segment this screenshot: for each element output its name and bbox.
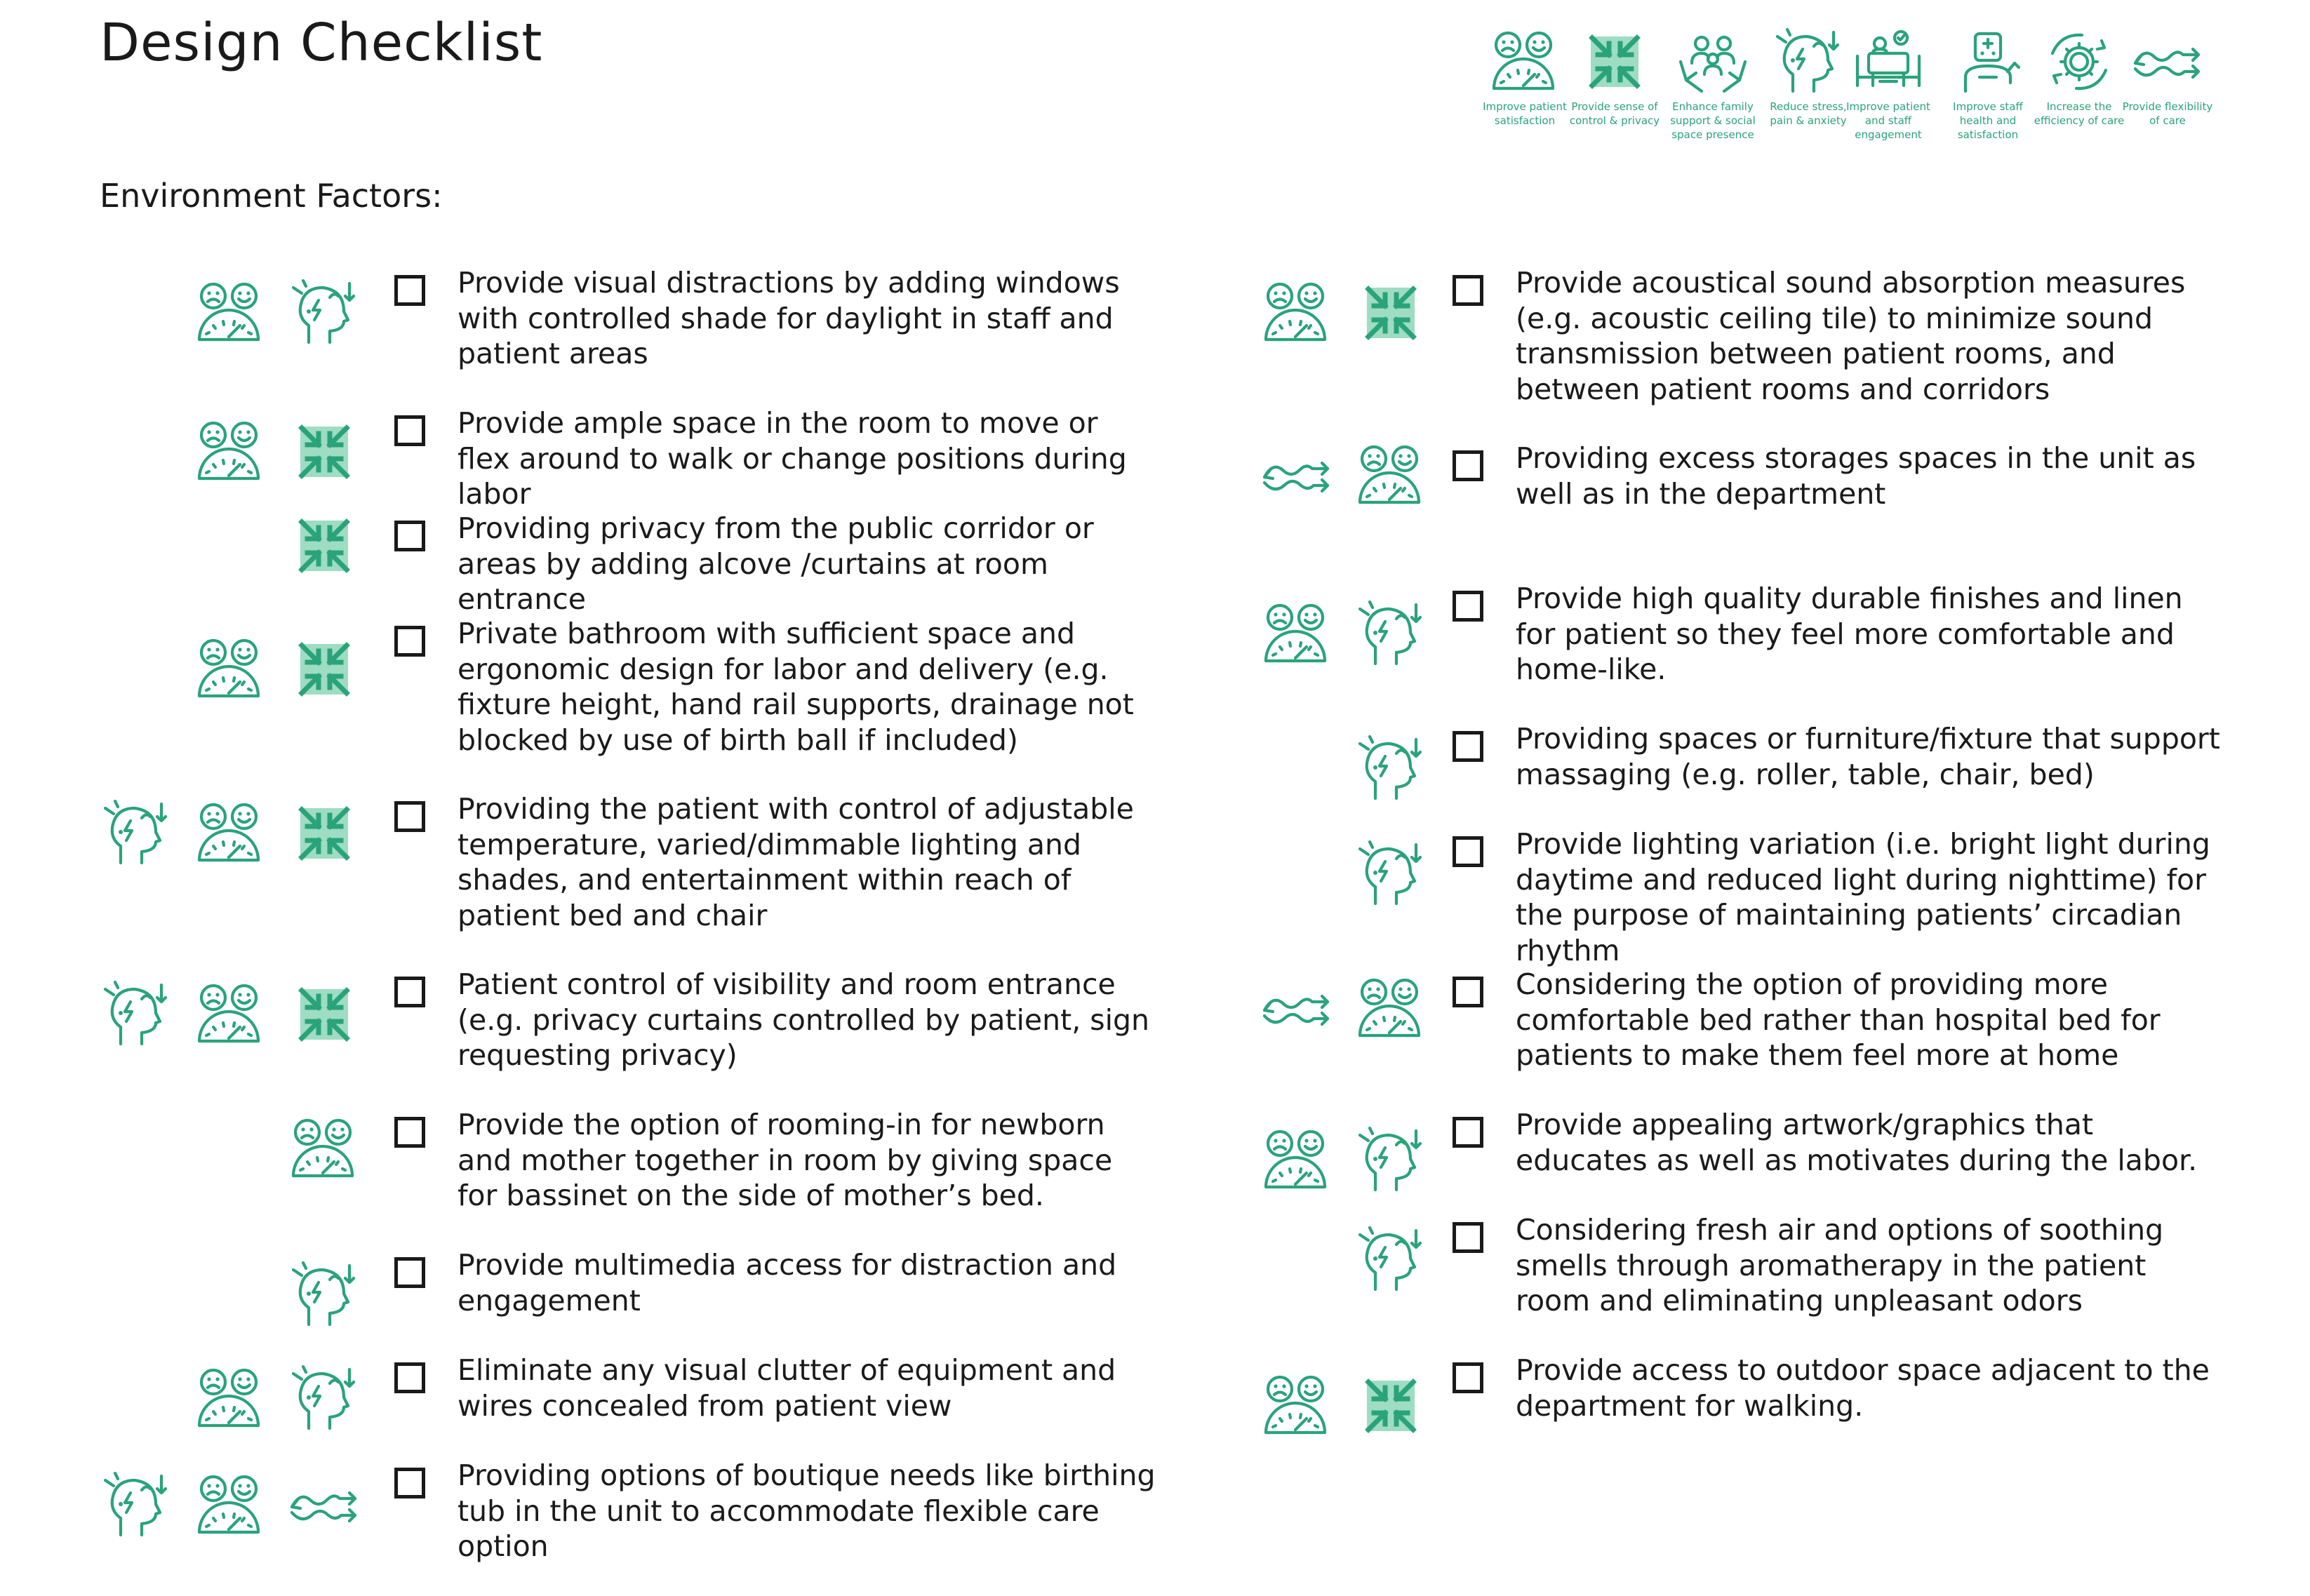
checkbox[interactable] [394, 626, 425, 657]
stress-head-icon [1354, 840, 1427, 908]
satisfaction-faces-icon [194, 800, 267, 867]
legend-label: Provide sense of control & privacy [1569, 100, 1660, 127]
stress-head-icon [100, 800, 173, 867]
satisfaction-faces-icon [194, 1472, 267, 1539]
legend-label: Reduce stress, pain & anxiety [1770, 100, 1847, 127]
checkbox[interactable] [1453, 836, 1483, 867]
satisfaction-faces-icon [288, 1115, 361, 1183]
satisfaction-faces-icon [194, 418, 267, 485]
checklist-item-text: Provide access to outdoor space adjacent to the department for walking. [1516, 1353, 2210, 1423]
satisfaction-faces-icon [194, 981, 267, 1048]
checkbox[interactable] [394, 801, 425, 832]
checklist-item-text: Provide multimedia access for distraction and engagement [458, 1248, 1117, 1317]
legend-item [1940, 28, 2036, 142]
satisfaction-faces-icon [194, 279, 267, 347]
checklist-item-text: Provide ample space in the room to move or flex around to walk or change positions during labor [458, 406, 1127, 511]
legend-item [2031, 28, 2127, 128]
checklist-item-text: Patient control of visibility and room entrance (e.g. privacy curtains controlled by patient, sign requesting privacy) [458, 967, 1150, 1072]
checkbox[interactable] [1453, 1222, 1483, 1253]
satisfaction-faces-icon [1260, 279, 1333, 347]
stress-head-icon [1354, 601, 1427, 668]
checkbox[interactable] [1453, 1117, 1483, 1148]
legend-label: Improve patient satisfaction [1483, 100, 1567, 127]
flexibility-arrows-icon [2120, 28, 2215, 95]
checkbox[interactable] [394, 1468, 425, 1498]
stress-head-icon [1354, 735, 1427, 803]
checklist-item-text: Provide high quality durable finishes and linen for patient so they feel more comfortable and home-like. [1516, 582, 2183, 686]
control-arrows-icon [1354, 1372, 1427, 1440]
checkbox[interactable] [1453, 275, 1483, 306]
legend-label: Improve patient and staff engagement [1846, 100, 1930, 141]
checklist-item-text: Providing spaces or furniture/fixture that support massaging (e.g. roller, table, chair, bed) [1516, 722, 2220, 791]
checkbox[interactable] [1453, 731, 1483, 762]
checklist-item-text: Providing the patient with control of adjustable temperature, varied/dimmable lighting and shades, and entertainment within reach of patient bed and chair [458, 792, 1134, 932]
checklist-item-text: Considering the option of providing more comfortable bed rather than hospital bed for patients to make them feel more at home [1516, 967, 2161, 1072]
checkbox[interactable] [394, 1257, 425, 1288]
stress-head-icon [288, 1261, 361, 1329]
checklist-item-text: Provide appealing artwork/graphics that educates as well as motivates during the labor. [1516, 1108, 2198, 1177]
checkbox[interactable] [1453, 977, 1483, 1007]
flexibility-arrows-icon [1260, 975, 1333, 1042]
stress-head-icon [100, 1472, 173, 1539]
control-arrows-icon [288, 636, 361, 703]
checklist-item-text: Considering fresh air and options of soothing smells through aromatherapy in the patient room and eliminating unpleasant odors [1516, 1213, 2164, 1317]
control-arrows-icon [288, 512, 361, 579]
legend-item [2120, 28, 2215, 128]
checklist-item-text: Providing excess storages spaces in the unit as well as in the department [1516, 441, 2196, 511]
legend-item [1477, 28, 1573, 128]
stress-head-icon [1354, 1127, 1427, 1194]
checklist-item-text: Eliminate any visual clutter of equipment and wires concealed from patient view [458, 1353, 1116, 1423]
legend-label: Improve staff health and satisfaction [1953, 100, 2023, 141]
checkbox[interactable] [1453, 450, 1483, 481]
checkbox[interactable] [394, 1117, 425, 1148]
checklist-item-text: Provide acoustical sound absorption measures (e.g. acoustic ceiling tile) to minimize sound transmission between patient rooms, and between patient rooms and corridors [1516, 266, 2186, 406]
family-support-icon [1665, 28, 1761, 95]
checkbox[interactable] [394, 521, 425, 551]
satisfaction-faces-icon [194, 1365, 267, 1433]
page-title: Design Checklist [100, 13, 543, 73]
checkbox[interactable] [394, 275, 425, 306]
efficiency-gear-icon [2031, 28, 2127, 95]
checkbox[interactable] [394, 977, 425, 1007]
legend-item [1841, 28, 1936, 142]
checklist-item-text: Private bathroom with sufficient space and ergonomic design for labor and delivery (e.g. fixture height, hand rail supports, drainage not blocked by use of birth ball if included) [458, 617, 1134, 757]
satisfaction-faces-icon [1260, 1127, 1333, 1194]
checklist-item-text: Provide lighting variation (i.e. bright light during daytime and reduced light during nighttime) for the purpose of maintaining patients’ circadian rhythm [1516, 827, 2210, 967]
checklist-item-text: Provide visual distractions by adding windows with controlled shade for daylight in staff and patient areas [458, 266, 1120, 370]
icon-legend [1477, 28, 2221, 175]
legend-item [1567, 28, 1662, 128]
checklist-item-text: Providing privacy from the public corridor or areas by adding alcove /curtains at room entrance [458, 511, 1094, 616]
checkbox[interactable] [1453, 1362, 1483, 1393]
legend-label: Increase the efficiency of care [2034, 100, 2125, 127]
control-arrows-icon [1567, 28, 1662, 95]
flexibility-arrows-icon [288, 1472, 361, 1539]
checklist-item-text: Provide the option of rooming-in for newborn and mother together in room by giving space for bassinet on the side of mother’s bed. [458, 1108, 1113, 1212]
satisfaction-faces-icon [1354, 442, 1427, 509]
satisfaction-faces-icon [1260, 601, 1333, 668]
legend-label: Provide flexibility of care [2122, 100, 2213, 127]
control-arrows-icon [1354, 279, 1427, 347]
flexibility-arrows-icon [1260, 442, 1333, 509]
control-arrows-icon [288, 418, 361, 485]
stress-head-icon [1354, 1226, 1427, 1294]
checklist-item-text: Providing options of boutique needs like birthing tub in the unit to accommodate flexible care option [458, 1458, 1156, 1563]
control-arrows-icon [288, 981, 361, 1048]
stress-head-icon [100, 981, 173, 1048]
legend-item [1665, 28, 1761, 142]
satisfaction-faces-icon [1354, 975, 1427, 1042]
stress-head-icon [288, 1365, 361, 1433]
checkbox[interactable] [394, 1362, 425, 1393]
stress-head-icon [288, 279, 361, 347]
satisfaction-faces-icon [194, 636, 267, 703]
satisfaction-faces-icon [1477, 28, 1573, 95]
satisfaction-faces-icon [1260, 1372, 1333, 1440]
engagement-icon [1841, 28, 1936, 95]
checkbox[interactable] [1453, 591, 1483, 622]
legend-label: Enhance family support & social space presence [1670, 100, 1756, 141]
checkbox[interactable] [394, 415, 425, 446]
section-title: Environment Factors: [100, 177, 443, 215]
control-arrows-icon [288, 800, 361, 867]
staff-health-icon [1940, 28, 2036, 95]
